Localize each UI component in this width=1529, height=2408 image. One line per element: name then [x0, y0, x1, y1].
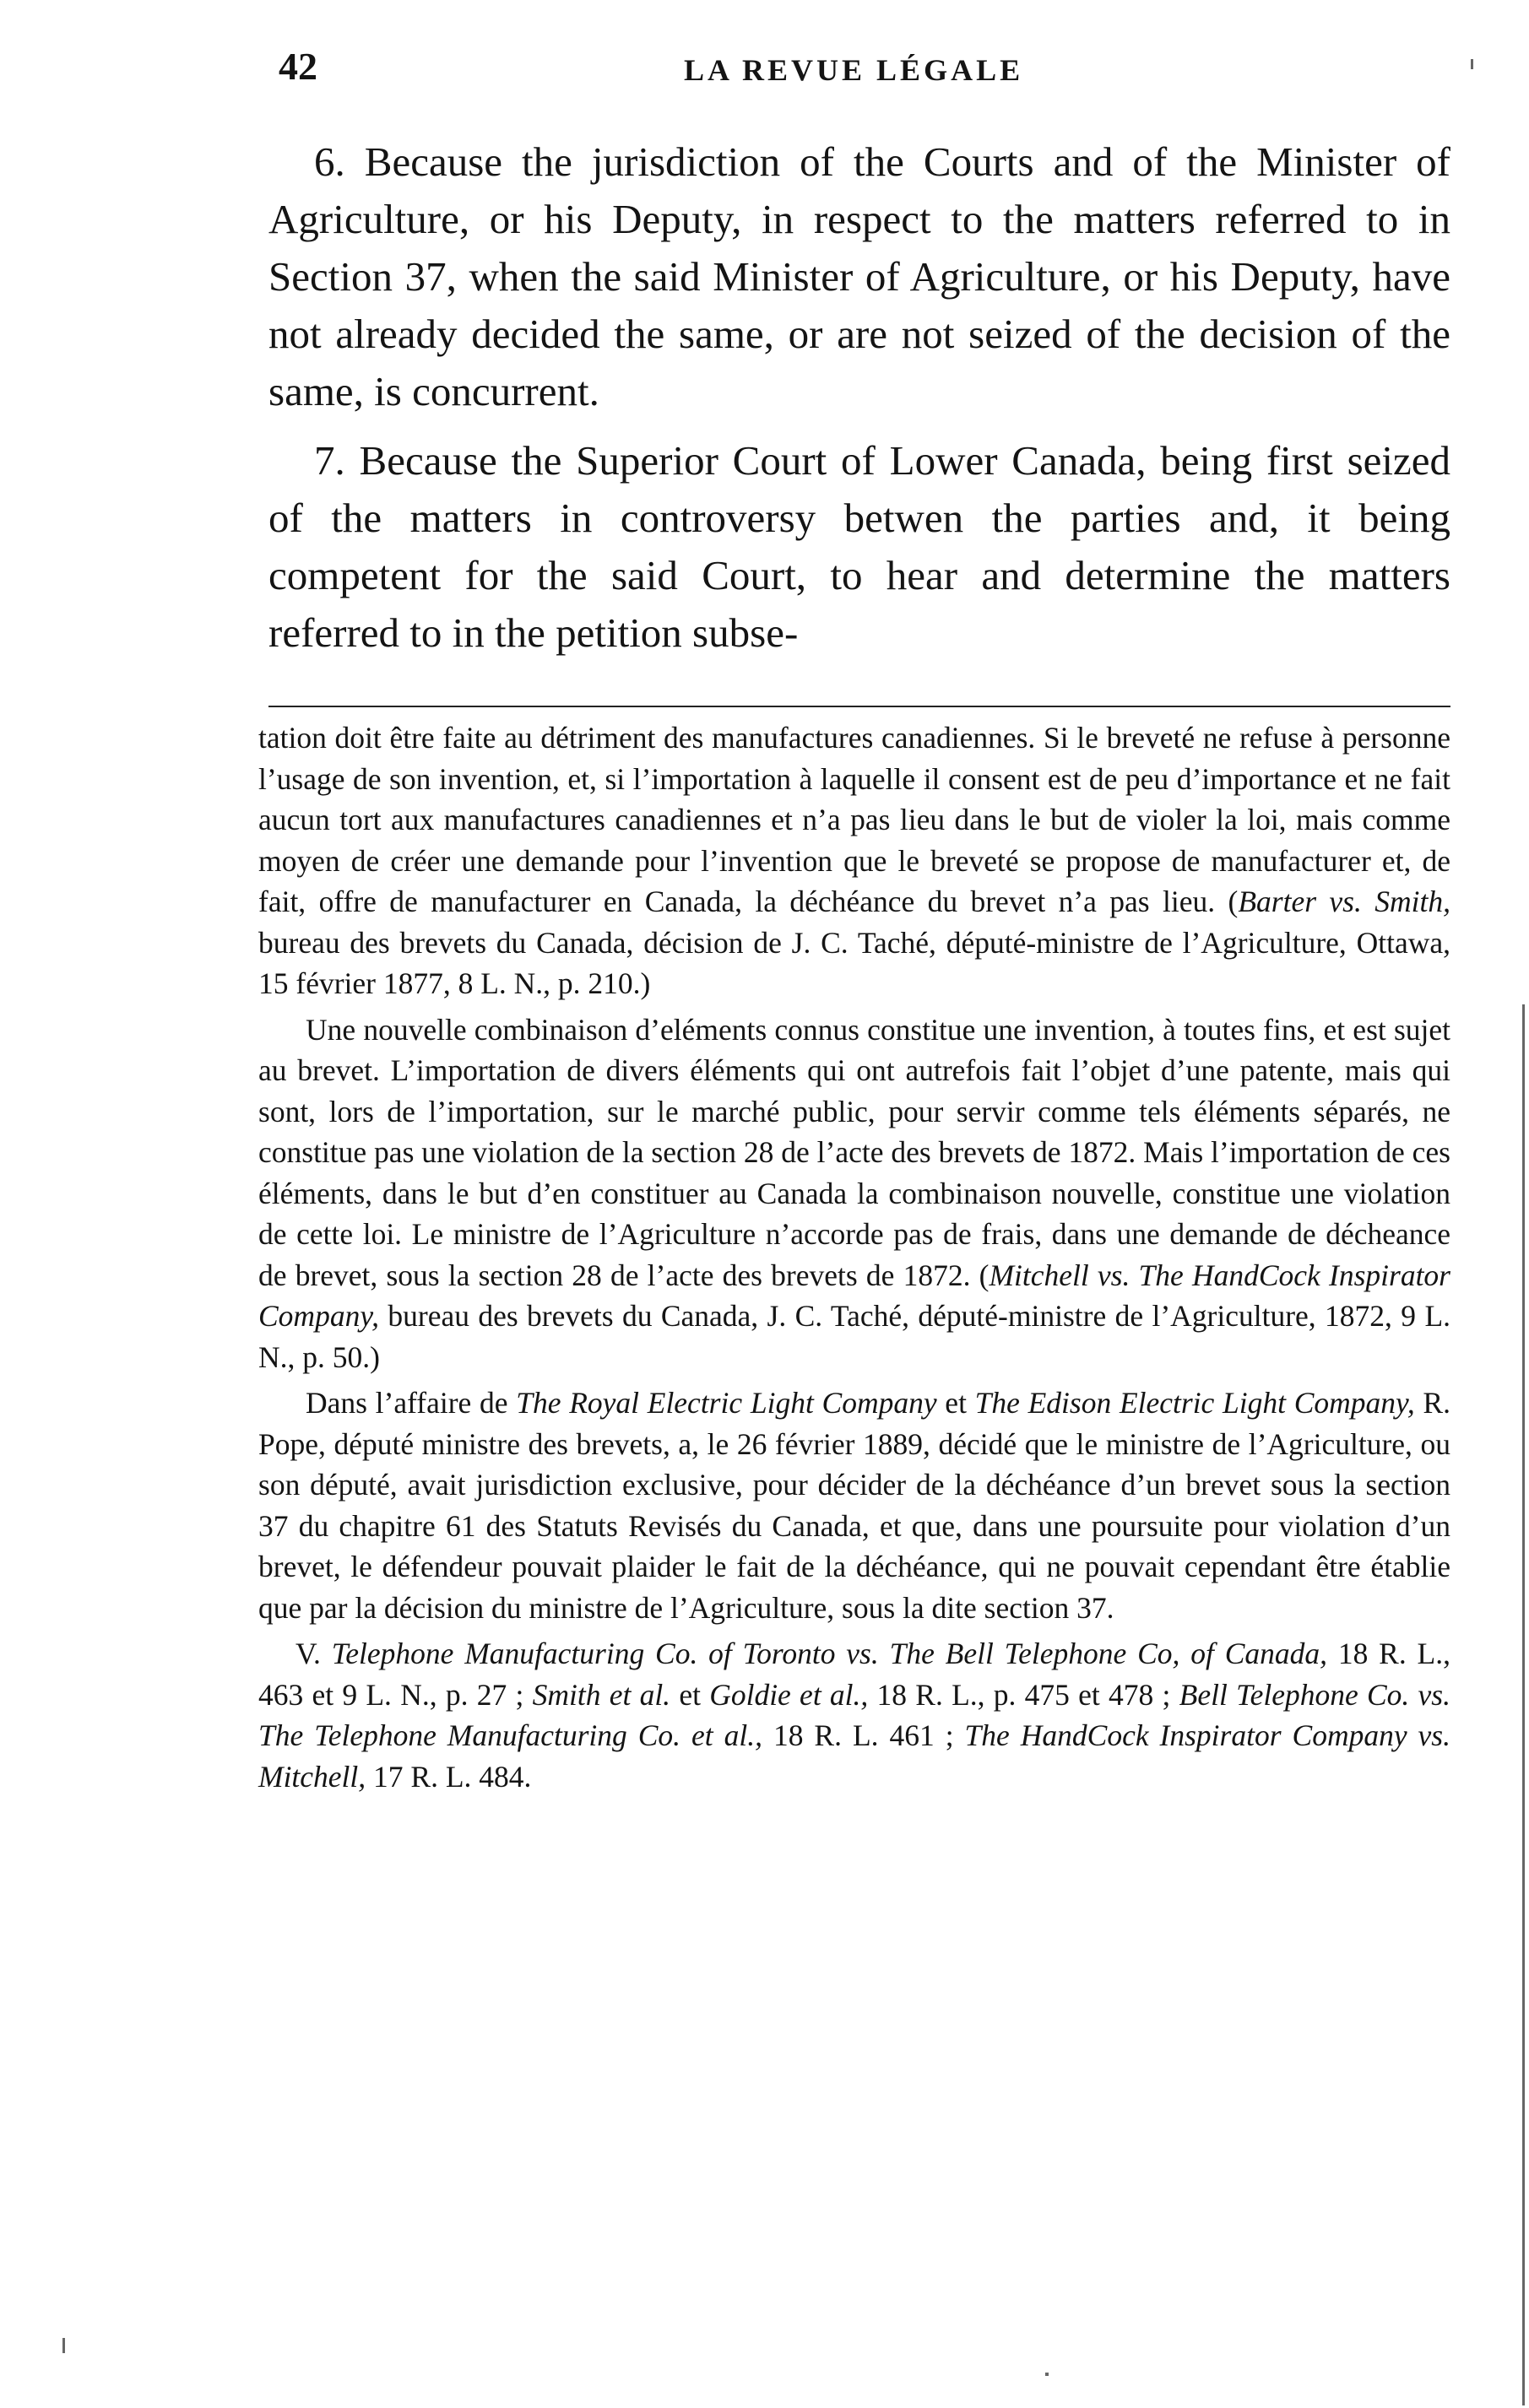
- main-text: [268, 133, 1450, 674]
- scan-speck: [1045, 2373, 1049, 2376]
- footnote-combination: Une nouvelle combinaison d’eléments connus constitue une invention, à toutes fins, et est sujet au brevet. L’importation de divers éléments qui ont autrefois fait l’objet d’une patente, mais qui sont, lors de l’importation, sur le marché public, pour servir comme tels éléments séparés, ne constitue pas une violation de la section 28 de l’acte des brevets de 1872. Mais l’importation de ces éléments, dans le but d’en constituer au Canada la combinaison nouvelle, constitue une violation de cette loi. Le ministre de l’Agriculture n’accorde pas de frais, dans une demande de décheance de brevet, sous la section 28 de l’acte des brevets de 1872. (Mitchell vs. The HandCock Inspirator Company, bureau des brevets du Canada, J. C. Taché, député-ministre de l’Agriculture, 1872, 9 L. N., p. 50.): [258, 1012, 1450, 1374]
- case-name: The HandCock Inspirator Company vs. Mitchell,: [258, 1718, 1450, 1794]
- case-name: Bell Telephone Co. vs. The Telephone Manufacturing Co. et al.,: [258, 1677, 1450, 1752]
- footnote-divider: [268, 706, 1450, 707]
- case-name: Barter vs. Smith,: [1238, 885, 1450, 918]
- footnote-references: V. Telephone Manufacturing Co. of Toronto vs. The Bell Telephone Co, of Canada, 18 R. L., 463 et 9 L. N., p. 27 ; Smith et al. et Goldie et al., 18 R. L., p. 475 et 478 ; Bell Telephone Co. vs. The Telephone Manufacturing Co. et al., 18 R. L. 461 ; The HandCock Inspirator Company vs. Mitchell, 17 R. L. 484.: [258, 1637, 1450, 1794]
- scan-edge-mark: [1522, 1004, 1525, 2405]
- case-name: Smith et al.: [532, 1677, 671, 1712]
- footnote-royal-electric: Dans l’affaire de The Royal Electric Light Company et The Edison Electric Light Company, R. Pope, député ministre des brevets, a, le 26 février 1889, décidé que le ministre de l’Agriculture, ou son député, avait jurisdiction exclusive, pour décider de la déchéance d’un brevet sous la section 37 du chapitre 61 des Statuts Revisés du Canada, et que, dans une poursuite pour violation d’un brevet, le défendeur pouvait plaider le fait de la déchéance, qui ne pouvait cependant être établie que par la décision du ministre de l’Agriculture, sous la dite section 37.: [258, 1386, 1450, 1625]
- running-title: LA REVUE LÉGALE: [684, 53, 1024, 87]
- scan-speck: [62, 2338, 65, 2353]
- case-name: The Edison Electric Light Company,: [974, 1386, 1415, 1420]
- case-name: Mitchell vs. The HandCock Inspirator Company,: [258, 1258, 1450, 1333]
- footnote-continuation: tation doit être faite au détriment des manufactures canadiennes. Si le breveté ne refuse à personne l’usage de son invention, et, si l’importation à laquelle il consent est de peu d’importance et ne fait aucun tort aux manufactures canadiennes et n’a pas lieu dans le but de violer la loi, mais comme moyen de créer une demande pour l’invention que le breveté se propose de manufacturer et, de fait, offre de manufacturer en Canada, la déchéance du brevet n’a pas lieu. (Barter vs. Smith, bureau des brevets du Canada, décision de J. C. Taché, député-ministre de l’Agriculture, Ottawa, 15 février 1877, 8 L. N., p. 210.): [258, 721, 1450, 1000]
- case-name: Telephone Manufacturing Co. of Toronto vs. The Bell Telephone Co, of Canada,: [331, 1637, 1327, 1670]
- paragraph-6: 6. Because the jurisdiction of the Courts and of the Minister of Agriculture, or his Deputy, in respect to the matters referred to in Section 37, when the said Minister of Agriculture, or his Deputy, have not already decided the same, or are not seized of the decision of the same, is concurrent.: [268, 138, 1450, 414]
- page-number: 42: [279, 45, 317, 88]
- case-name: The Royal Electric Light Company: [516, 1386, 937, 1420]
- paragraph-7: 7. Because the Superior Court of Lower Canada, being first seized of the matters in controversy betwen the parties and, it being competent for the said Court, to hear and determine the matters referred to in the petition subse-: [268, 437, 1450, 656]
- page-header: [279, 44, 1461, 103]
- scan-speck: [1471, 59, 1473, 69]
- case-name: Goldie et al.,: [709, 1677, 869, 1712]
- footnotes: [258, 717, 1450, 1802]
